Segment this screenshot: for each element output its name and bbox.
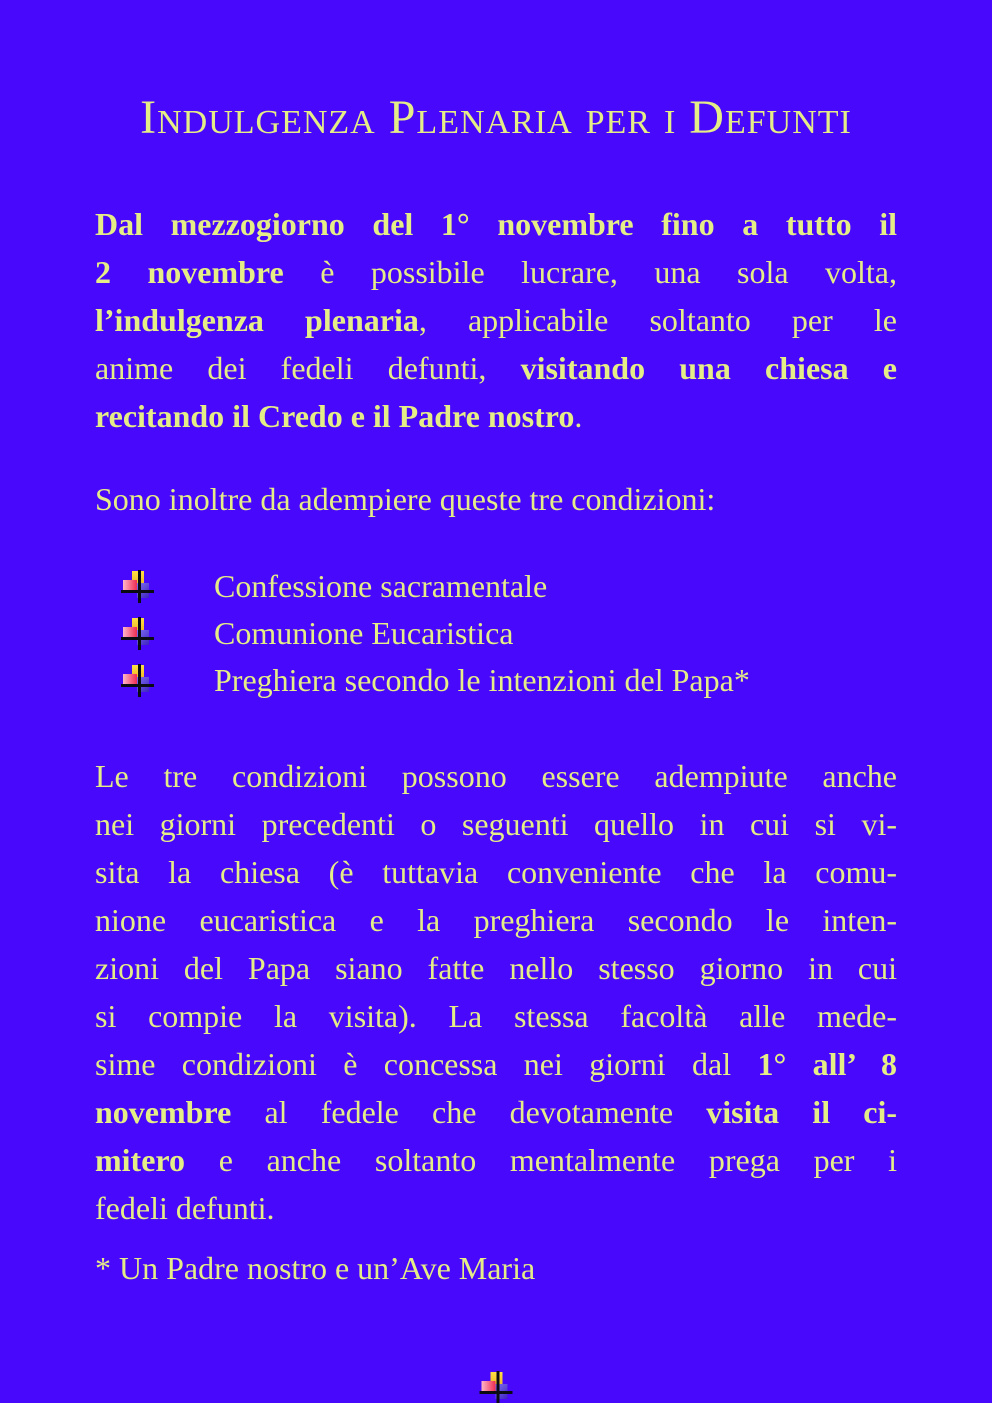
text-line: mitero e anche soltanto mentalmente prega per i [95, 1142, 897, 1178]
conditions-intro: Sono inoltre da adempiere queste tre condizioni: [95, 481, 716, 517]
text-line: nione eucaristica e la preghiera secondo le inten- [95, 902, 897, 938]
cross-bullet-icon [123, 665, 152, 696]
page-bottom-ornament [482, 1372, 511, 1403]
text-line: Dal mezzogiorno del 1° novembre fino a tutto il [95, 206, 897, 242]
condition-label: Preghiera secondo le intenzioni del Papa* [214, 662, 750, 698]
text-line: sita la chiesa (è tuttavia conveniente che la comu- [95, 854, 897, 890]
text-line: 2 novembre è possibile lucrare, una sola volta, [95, 254, 898, 290]
condition-item [123, 610, 897, 657]
cross-ornament-icon [482, 1372, 511, 1403]
condition-label: Confessione sacramentale [214, 568, 548, 604]
page-title: Indulgenza Plenaria per i Defunti [140, 91, 852, 144]
text-line: si compie la visita). La stessa facoltà alle mede- [95, 998, 897, 1034]
cross-bullet-icon [123, 571, 152, 602]
intro-paragraph [95, 200, 897, 440]
text-line: l’indulgenza plenaria, applicabile soltanto per le [95, 302, 898, 338]
cross-bullet-icon [123, 618, 152, 649]
conditions-list [95, 563, 897, 704]
condition-item [123, 657, 897, 704]
text-line: recitando il Credo e il Padre nostro. [95, 398, 583, 434]
text-line: novembre al fedele che devotamente visita il ci- [95, 1094, 898, 1130]
text-line: fedeli defunti. [95, 1190, 275, 1226]
text-line: anime dei fedeli defunti, visitando una chiesa e [95, 350, 898, 386]
condition-item [123, 563, 897, 610]
text-line: Le tre condizioni possono essere adempiute anche [95, 758, 897, 794]
details-paragraph [95, 752, 897, 1232]
text-line: nei giorni precedenti o seguenti quello in cui si vi- [95, 806, 897, 842]
condition-label: Comunione Eucaristica [214, 615, 514, 651]
text-line: sime condizioni è concessa nei giorni dal 1° all’ 8 [95, 1046, 898, 1082]
footnote: * Un Padre nostro e un’Ave Maria [95, 1250, 536, 1286]
text-line: zioni del Papa siano fatte nello stesso giorno in cui [95, 950, 897, 986]
